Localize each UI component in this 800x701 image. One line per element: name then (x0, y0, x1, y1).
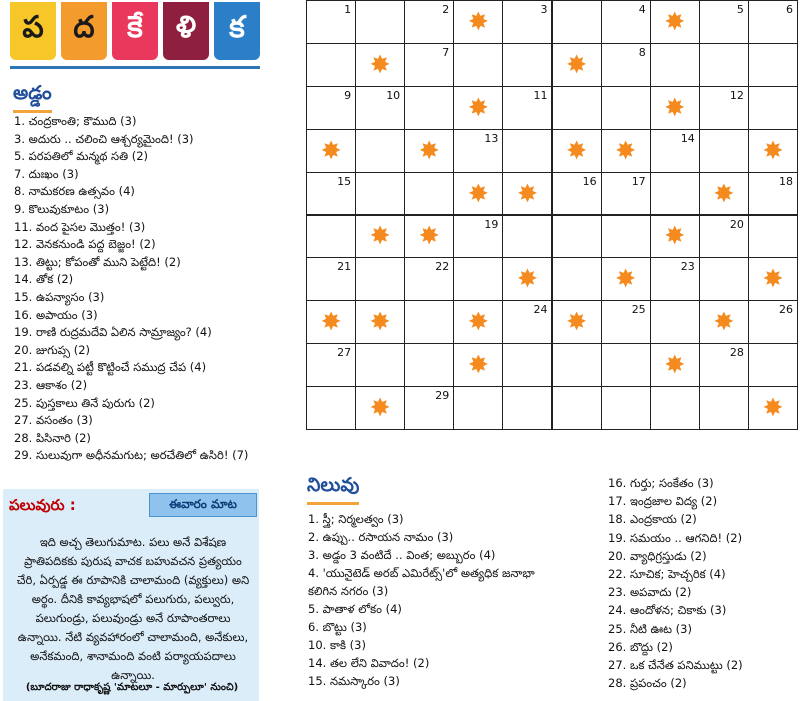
crossword-grid (306, 0, 797, 429)
down-clue: 25. నీటి ఊట (3) (608, 621, 692, 636)
clue-number: 4 (638, 3, 646, 16)
across-clue: 7. దుఃఖం (3) (14, 166, 79, 181)
across-clue: 12. వెనకనుండి పద్ద బెజ్జం! (2) (14, 237, 156, 252)
grid-cell[interactable] (355, 86, 405, 130)
star-icon: ✸ (566, 307, 588, 337)
grid-cell[interactable] (552, 0, 602, 44)
word-of-week-box (3, 489, 259, 701)
clue-number: 9 (344, 88, 352, 102)
title-tile: ళి (163, 2, 209, 60)
clue-number: 26 (778, 303, 793, 317)
star-icon: ✸ (762, 393, 784, 423)
clue-number: 17 (631, 174, 646, 188)
grid-cell[interactable] (502, 43, 552, 87)
star-icon: ✸ (369, 307, 391, 337)
down-clue: 17. ఇంద్రజాల విద్య (2) (608, 494, 718, 509)
clue-number: 12 (729, 88, 744, 102)
grid-cell[interactable] (355, 215, 405, 259)
clue-number: 14 (680, 131, 695, 145)
title-tile: క (214, 2, 260, 60)
grid-cell[interactable] (601, 86, 651, 130)
clue-number: 8 (638, 45, 646, 59)
across-clue: 1. చంద్రకాంతి; కౌముది (3) (14, 114, 137, 128)
across-clue: 5. పరపతిలో మన్మథ సతి (2) (14, 149, 149, 164)
clue-number: 2 (442, 3, 450, 16)
clue-number: 23 (680, 260, 695, 274)
down-clue: 15. నమస్కారం (3) (308, 674, 400, 688)
clue-number: 21 (337, 260, 352, 274)
down-clue: 3. అడ్డం 3 వంటిదే .. వింత; అబ్బురం (4) (308, 548, 496, 562)
grid-cell[interactable] (502, 300, 552, 344)
down-clue: 22. సూచిక; హెచ్చరిక (4) (608, 566, 726, 581)
grid-cell[interactable] (306, 386, 356, 430)
grid-cell[interactable] (306, 43, 356, 87)
down-clue: 10. కాకి (3) (308, 638, 366, 652)
across-clue: 8. నామకరణ ఉత్సవం (4) (14, 184, 135, 199)
star-icon: ✸ (664, 92, 686, 122)
grid-cell[interactable] (699, 172, 749, 216)
across-clue: 14. తోక (2) (14, 272, 74, 287)
star-icon: ✸ (713, 178, 735, 208)
grid-cell[interactable] (650, 386, 700, 430)
down-clue: 4. 'యునైటెడ్ అరబ్ ఎమిరేట్స్'లో అత్యధిక జనాభా (308, 566, 535, 580)
grid-cell[interactable] (552, 257, 602, 301)
clue-number: 20 (729, 217, 744, 231)
grid-cell[interactable] (355, 172, 405, 216)
star-icon: ✸ (418, 221, 440, 251)
grid-cell[interactable] (453, 86, 503, 130)
grid-cell[interactable] (650, 300, 700, 344)
grid-cell[interactable] (552, 172, 602, 216)
grid-cell[interactable] (650, 215, 700, 259)
star-icon: ✸ (369, 393, 391, 423)
clue-number: 13 (484, 131, 499, 145)
grid-cell[interactable] (502, 386, 552, 430)
grid-cell[interactable] (502, 0, 552, 44)
grid-cell[interactable] (306, 86, 356, 130)
grid-cell[interactable] (355, 0, 405, 44)
grid-cell[interactable] (748, 300, 798, 344)
word-of-week-heading: పలువురు : (9, 496, 76, 514)
grid-cell[interactable] (453, 0, 503, 44)
down-clue: 20. వ్యాధిగ్రస్తుడు (2) (608, 548, 707, 563)
grid-cell[interactable] (552, 86, 602, 130)
grid-cell[interactable] (699, 386, 749, 430)
star-icon: ✸ (713, 307, 735, 337)
down-heading (307, 474, 359, 505)
star-icon: ✸ (418, 135, 440, 165)
star-icon: ✸ (615, 264, 637, 294)
grid-cell[interactable] (404, 257, 454, 301)
down-clue: 6. బొట్టు (3) (308, 620, 367, 634)
grid-cell[interactable] (699, 215, 749, 259)
across-clue: 3. అదురు .. చలించి ఆశ్చర్యమైంది! (3) (14, 131, 194, 146)
grid-cell[interactable] (699, 43, 749, 87)
star-icon: ✸ (664, 350, 686, 380)
grid-cell[interactable] (404, 343, 454, 387)
grid-cell[interactable] (748, 43, 798, 87)
grid-cell[interactable] (699, 86, 749, 130)
title-tile: ప (10, 2, 56, 60)
grid-cell[interactable] (453, 343, 503, 387)
across-clue: 13. తిట్టు; కోపంతో ముని పెట్టేది! (2) (14, 254, 181, 269)
across-clue: 25. పుస్తకాలు తినే పురుగు (2) (14, 395, 155, 410)
across-clue: 16. అపాయం (3) (14, 307, 98, 322)
clue-number: 11 (533, 88, 548, 102)
grid-cell[interactable] (699, 300, 749, 344)
grid-cell[interactable] (748, 386, 798, 430)
grid-cell[interactable] (355, 343, 405, 387)
title-banner (10, 0, 260, 64)
grid-cell[interactable] (453, 215, 503, 259)
grid-cell[interactable] (748, 129, 798, 173)
across-heading (13, 82, 52, 113)
down-clue-list-2 (608, 474, 798, 692)
title-tile: కే (112, 2, 158, 60)
grid-cell[interactable] (453, 386, 503, 430)
grid-cell[interactable] (306, 215, 356, 259)
grid-cell[interactable] (748, 215, 798, 259)
grid-cell[interactable] (453, 257, 503, 301)
grid-cell[interactable] (699, 0, 749, 44)
grid-cell[interactable] (502, 86, 552, 130)
grid-cell[interactable] (453, 43, 503, 87)
across-clue: 28. పిసినారి (2) (14, 430, 91, 445)
grid-cell[interactable] (601, 0, 651, 44)
grid-cell[interactable] (502, 257, 552, 301)
clue-number: 5 (736, 3, 744, 16)
grid-cell[interactable] (404, 215, 454, 259)
clue-number: 27 (337, 346, 352, 360)
grid-cell[interactable] (601, 172, 651, 216)
grid-cell[interactable] (355, 386, 405, 430)
star-icon: ✸ (467, 178, 489, 208)
grid-cell[interactable] (552, 343, 602, 387)
across-clue: 20. జుగుప్స (2) (14, 342, 91, 357)
word-of-week-body: ఇది అచ్చ తెలుగుమాట. పలు అనే విశేషణ ప్రాతిపదికకు పురుష వాచక బహువచన ప్రత్యయం చేరి, ఏర్పడ్డ ఈ రూపానికి చాలామంది (వ్యక్తులు) అని అర్థం. దీనికి కావ్యభాషలో పలుగురు, పల్వురు, పలుగుండ్రు, పలువుండ్రు అనే రూపాంతరాలు ఉన్నాయి. నేటి వ్యవహారంలో చాలామంది, అనేకులు, అనేకమంది, శానామంది వంటి పర్యాయపదాలు ఉన్నాయి. (16, 535, 250, 682)
grid-cell[interactable] (748, 0, 798, 44)
grid-cell[interactable] (601, 215, 651, 259)
down-clue: 19. సమయం .. ఆగనిది! (2) (608, 530, 743, 545)
down-clue: 27. ఒక చేనేత పనిముట్టు (2) (608, 657, 743, 672)
grid-cell[interactable] (404, 129, 454, 173)
down-heading-underline (307, 502, 359, 505)
down-clue: 1. స్త్రీ; నిర్మలత్వం (3) (308, 512, 404, 526)
grid-cell[interactable] (748, 172, 798, 216)
grid-cell[interactable] (355, 257, 405, 301)
clue-number: 18 (778, 174, 793, 188)
grid-cell[interactable] (650, 257, 700, 301)
grid-cell[interactable] (502, 129, 552, 173)
grid-cell[interactable] (552, 215, 602, 259)
word-of-week-badge: ఈవారం మాట (149, 493, 257, 517)
down-clue: 26. బొద్దు (2) (608, 639, 673, 654)
grid-cell[interactable] (404, 0, 454, 44)
star-icon: ✸ (467, 350, 489, 380)
grid-cell[interactable] (650, 86, 700, 130)
grid-cell[interactable] (601, 257, 651, 301)
grid-cell[interactable] (355, 129, 405, 173)
down-clue: 14. తల లేని వివాదం! (2) (308, 656, 430, 670)
title-underline (10, 66, 260, 69)
star-icon: ✸ (762, 135, 784, 165)
across-heading-text: అడ్డం (13, 82, 52, 104)
grid-cell[interactable] (502, 215, 552, 259)
grid-cell[interactable] (404, 86, 454, 130)
grid-cell[interactable] (650, 43, 700, 87)
grid-cell[interactable] (404, 43, 454, 87)
star-icon: ✸ (467, 6, 489, 36)
clue-number: 1 (344, 3, 352, 16)
down-clue: 18. ఎంద్రకాయ (2) (608, 512, 697, 527)
clue-number: 19 (484, 217, 499, 231)
grid-cell[interactable] (650, 343, 700, 387)
grid-cell[interactable] (601, 386, 651, 430)
grid-cell[interactable] (699, 257, 749, 301)
grid-cell[interactable] (355, 43, 405, 87)
star-icon: ✸ (615, 135, 637, 165)
across-clue: 15. ఉపన్యాసం (3) (14, 289, 105, 304)
clue-number: 15 (337, 174, 352, 188)
across-clue: 23. ఆకాశం (2) (14, 377, 88, 392)
grid-cell[interactable] (404, 386, 454, 430)
clue-number: 24 (533, 303, 548, 317)
across-clue-list (14, 113, 274, 465)
grid-cell[interactable] (601, 300, 651, 344)
grid-cell[interactable] (552, 386, 602, 430)
star-icon: ✸ (566, 135, 588, 165)
across-clue: 21. పడవల్ని పట్టీ కొట్టించే సముద్ర చేప (4) (14, 360, 207, 375)
grid-cell[interactable] (453, 300, 503, 344)
star-icon: ✸ (320, 307, 342, 337)
grid-cell[interactable] (650, 172, 700, 216)
star-icon: ✸ (516, 264, 538, 294)
grid-cell[interactable] (552, 300, 602, 344)
star-icon: ✸ (762, 264, 784, 294)
grid-cell[interactable] (306, 129, 356, 173)
grid-cell[interactable] (306, 257, 356, 301)
star-icon: ✸ (664, 221, 686, 251)
grid-cell[interactable] (748, 343, 798, 387)
grid-cell[interactable] (650, 129, 700, 173)
down-clue-list-1 (308, 510, 598, 690)
grid-cell[interactable] (699, 343, 749, 387)
grid-cell[interactable] (699, 129, 749, 173)
grid-cell[interactable] (404, 300, 454, 344)
grid-cell[interactable] (601, 129, 651, 173)
grid-cell[interactable] (748, 257, 798, 301)
grid-cell[interactable] (601, 343, 651, 387)
clue-number: 3 (540, 3, 548, 16)
star-icon: ✸ (320, 135, 342, 165)
across-clue: 19. రాణి రుద్రమదేవి ఏలిన సామ్రాజ్యం? (4) (14, 325, 212, 340)
star-icon: ✸ (467, 92, 489, 122)
star-icon: ✸ (516, 178, 538, 208)
grid-cell[interactable] (453, 129, 503, 173)
clue-number: 25 (631, 303, 646, 317)
star-icon: ✸ (467, 307, 489, 337)
clue-number: 29 (435, 389, 450, 403)
down-clue: 24. ఆందోళన; చికాకు (3) (608, 603, 727, 618)
title-tile: ద (61, 2, 107, 60)
star-icon: ✸ (369, 49, 391, 79)
grid-cell[interactable] (601, 43, 651, 87)
grid-cell[interactable] (306, 0, 356, 44)
star-icon: ✸ (369, 221, 391, 251)
grid-cell[interactable] (650, 0, 700, 44)
clue-number: 16 (582, 174, 597, 188)
grid-cell[interactable] (453, 172, 503, 216)
down-clue: 2. ఉప్పు.. రసాయన నామం (3) (308, 530, 454, 544)
across-clue: 29. సులువుగా అధీనమగుట; అరచేతిలో ఉసిరి! (7) (14, 448, 249, 463)
clue-number: 6 (785, 3, 793, 16)
across-clue: 11. వంద పైసల మొత్తం! (3) (14, 219, 146, 234)
grid-cell[interactable] (306, 343, 356, 387)
grid-cell[interactable] (306, 300, 356, 344)
clue-number: 7 (442, 45, 450, 59)
grid-cell[interactable] (355, 300, 405, 344)
down-clue: 28. ప్రపంచం (2) (608, 676, 687, 691)
clue-number: 28 (729, 346, 744, 360)
grid-cell[interactable] (748, 86, 798, 130)
down-clue: 5. పాతాళ లోకం (4) (308, 602, 402, 616)
grid-cell[interactable] (552, 129, 602, 173)
star-icon: ✸ (566, 49, 588, 79)
across-clue: 27. వసంతం (3) (14, 413, 93, 428)
down-clue: 23. అపవాదు (2) (608, 585, 692, 600)
grid-cell[interactable] (502, 343, 552, 387)
grid-cell[interactable] (552, 43, 602, 87)
star-icon: ✸ (664, 6, 686, 36)
down-clue: 16. గుర్తు; సంకేతం (3) (608, 476, 714, 490)
clue-number: 22 (435, 260, 450, 274)
clue-number: 10 (386, 88, 401, 102)
grid-cell[interactable] (502, 172, 552, 216)
down-heading-text: నిలువు (307, 474, 360, 496)
down-clue: కలిగిన నగరం (3) (308, 584, 389, 598)
word-of-week-source: (బూదరాజు రాధాకృష్ణ 'మాటలూ - మార్పులూ' నుంచి) (25, 682, 239, 693)
across-clue: 9. కొలువుకూటం (3) (14, 201, 110, 216)
grid-cell[interactable] (404, 172, 454, 216)
grid-cell[interactable] (306, 172, 356, 216)
